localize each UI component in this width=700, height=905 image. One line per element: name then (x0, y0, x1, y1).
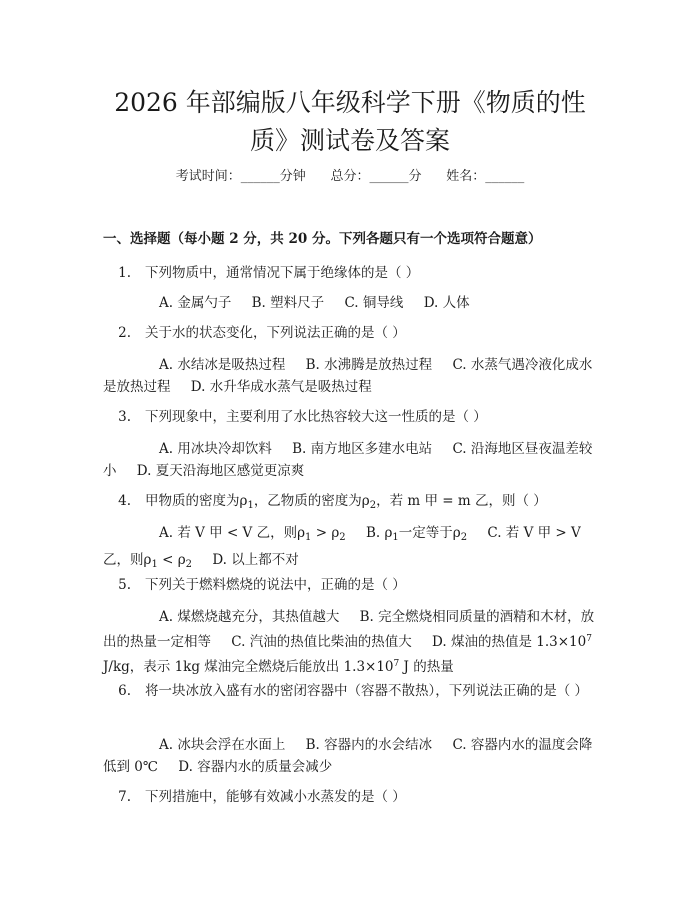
option-d: D. 容器内水的质量会减少 (178, 759, 333, 775)
question-number: 1. (118, 265, 131, 281)
subscript: 2 (369, 500, 377, 511)
option-a: A. 煤燃烧越充分，其热值越大 (159, 609, 340, 625)
question-2-options (103, 354, 599, 398)
option-d: D. 人体 (423, 295, 470, 311)
subscript: 1 (247, 500, 254, 511)
option-a: A. 水结冰是吸热过程 (159, 357, 286, 373)
option-b: B. $\rho_1$一定等于$\rho_2$ (365, 525, 468, 543)
option-c: C. 若 V 甲 > V 乙，则$\rho_1 < \rho_2$ (103, 525, 581, 570)
option-c: C. 铜导线 (344, 295, 404, 311)
option-a: A. 用冰块冷却饮料 (159, 441, 272, 457)
option-a: A. 冰块会浮在水面上 (159, 737, 286, 753)
question-number: 5. (118, 577, 131, 593)
option-b: B. 水沸腾是放热过程 (305, 357, 433, 373)
question-4 (103, 490, 603, 517)
option-a: A. 若 V 甲 < V 乙，则$\rho_1 > \rho_2$ (159, 525, 346, 543)
question-stem-part-2: ，乙物质的密度为ρ (253, 493, 370, 509)
question-stem: 关于水的状态变化，下列说法正确的是（ ） (145, 325, 406, 341)
question-number: 4. (118, 493, 131, 509)
option-b: B. 容器内的水会结冰 (305, 737, 433, 753)
question-number: 6. (118, 683, 131, 699)
question-stem: 下列措施中，能够有效减小水蒸发的是（ ） (145, 789, 406, 805)
question-stem-part-1: 甲物质的密度为ρ (145, 493, 248, 509)
question-7 (103, 786, 603, 808)
question-3-options (103, 438, 599, 482)
question-5-options (103, 606, 599, 678)
title-line-2: 质》测试卷及答案 (249, 126, 450, 155)
document-title (60, 84, 640, 160)
question-1-options (103, 292, 599, 314)
question-number: 2. (118, 325, 131, 341)
option-b: B. 完全燃烧相同质量的酒精和木材，放出的热量一定相等 (103, 609, 595, 650)
option-a: A. 金属勺子 (159, 295, 232, 311)
exam-info-line: 考试时间：______分钟 总分：______分 姓名：______ (175, 169, 525, 184)
question-6 (103, 680, 603, 702)
question-4-options (103, 522, 599, 576)
title-line-1: 2026 年部编版八年级科学下册《物质的性 (114, 88, 586, 117)
option-d: D. 夏天沿海地区感觉更凉爽 (136, 463, 305, 479)
option-c: C. 水蒸气遇冷液化成水是放热过程 (103, 357, 593, 395)
question-3 (103, 406, 603, 428)
option-c: C. 沿海地区昼夜温差较小 (103, 441, 593, 479)
question-stem-part-3: ，若 m 甲 = m 乙，则（ ） (376, 493, 547, 509)
question-number: 3. (118, 409, 131, 425)
option-d: D. 水升华成水蒸气是吸热过程 (190, 379, 372, 395)
question-number: 7. (118, 789, 131, 805)
option-c: C. 汽油的热值比柴油的热值大 (231, 634, 412, 650)
question-1 (103, 262, 603, 284)
option-b: B. 塑料尺子 (251, 295, 325, 311)
option-c: C. 容器内水的温度会降低到 0℃ (103, 737, 593, 775)
option-d: D. 以上都不对 (212, 552, 299, 568)
question-6-options (103, 734, 599, 778)
question-5 (103, 574, 603, 596)
question-stem: 下列现象中，主要利用了水比热容较大这一性质的是（ ） (145, 409, 487, 425)
question-2 (103, 322, 603, 344)
question-stem: 将一块冰放入盛有水的密闭容器中（容器不散热），下列说法正确的是（ ） (145, 683, 589, 699)
option-d: D. 煤油的热值是 $1.3\times 10^7$ J/kg，表示 1kg 煤油完全燃烧后能放出 $1.3\times 10^7$ J 的热量 (103, 634, 592, 675)
section-heading: 一、选择题（每小题 2 分，共 20 分。下列各题只有一个选项符合题意） (103, 231, 542, 247)
question-stem: 下列物质中，通常情况下属于绝缘体的是（ ） (145, 265, 420, 281)
question-stem: 下列关于燃料燃烧的说法中，正确的是（ ） (145, 577, 406, 593)
option-b: B. 南方地区多建水电站 (292, 441, 433, 457)
